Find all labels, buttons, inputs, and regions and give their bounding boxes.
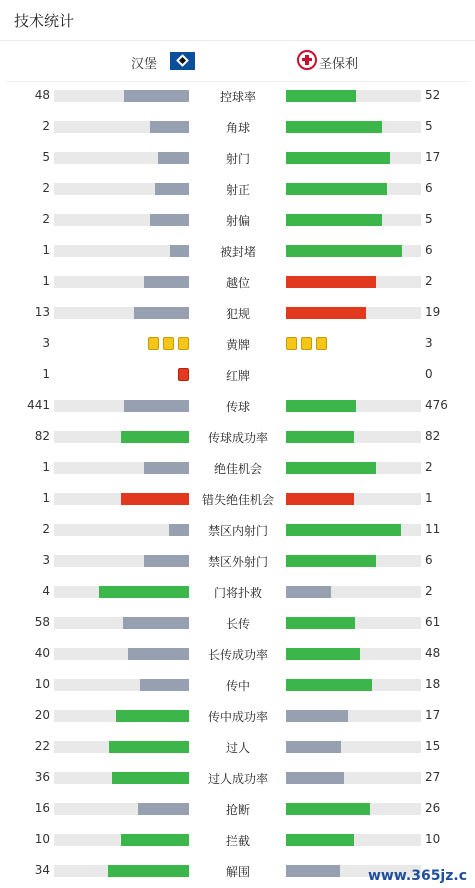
home-value: 16 xyxy=(34,801,50,815)
stat-row xyxy=(0,174,475,205)
home-bar-fill xyxy=(121,493,189,505)
home-value: 1 xyxy=(42,274,50,288)
stat-label: 长传成功率 xyxy=(207,648,268,662)
home-bar-fill xyxy=(138,803,189,815)
stat-label: 被封堵 xyxy=(219,245,256,259)
home-value: 40 xyxy=(34,646,50,660)
st-pauli-logo-icon[interactable] xyxy=(297,50,317,70)
away-bar-track xyxy=(286,772,421,784)
home-bar-fill xyxy=(124,90,189,102)
away-bar-track xyxy=(286,524,421,536)
away-bar-fill xyxy=(286,183,387,195)
home-bar-track xyxy=(54,493,189,505)
watermark: www.365jz.c xyxy=(367,868,467,884)
away-bar-track xyxy=(286,214,421,226)
home-bar-track xyxy=(54,617,189,629)
away-bar-track xyxy=(286,121,421,133)
home-bar-fill xyxy=(150,121,189,133)
away-bar-fill xyxy=(286,245,402,257)
stat-label: 传中成功率 xyxy=(207,710,268,724)
home-bar-track xyxy=(54,400,189,412)
home-bar-track xyxy=(54,772,189,784)
home-bar-fill xyxy=(124,400,189,412)
stat-row xyxy=(0,577,475,608)
stat-row xyxy=(0,298,475,329)
away-bar-track xyxy=(286,493,421,505)
away-bar-track xyxy=(286,741,421,753)
away-bar-track xyxy=(286,307,421,319)
away-value: 2 xyxy=(425,584,433,598)
away-value: 6 xyxy=(425,181,433,195)
away-value: 17 xyxy=(425,150,441,164)
away-value: 18 xyxy=(425,677,441,691)
away-value: 17 xyxy=(425,708,441,722)
home-bar-fill xyxy=(144,555,189,567)
home-bar-track xyxy=(54,555,189,567)
stat-label: 门将扑救 xyxy=(213,586,262,600)
away-bar-fill xyxy=(286,772,344,784)
away-value: 27 xyxy=(425,770,441,784)
home-value: 2 xyxy=(42,181,50,195)
away-bar-fill xyxy=(286,741,341,753)
away-bar-fill xyxy=(286,493,354,505)
stat-row xyxy=(0,639,475,670)
away-value: 0 xyxy=(425,367,433,381)
away-bar-track xyxy=(286,555,421,567)
home-bar-fill xyxy=(150,214,189,226)
stat-label: 射门 xyxy=(225,152,250,166)
stat-label: 禁区内射门 xyxy=(207,524,268,538)
away-bar-track xyxy=(286,400,421,412)
away-value: 15 xyxy=(425,739,441,753)
yellow-card-icon xyxy=(178,337,189,350)
yellow-card-icon xyxy=(148,337,159,350)
home-value: 2 xyxy=(42,212,50,226)
stat-row xyxy=(0,608,475,639)
home-value: 1 xyxy=(42,243,50,257)
stat-row xyxy=(0,143,475,174)
away-bar-track xyxy=(286,834,421,846)
home-bar-fill xyxy=(109,741,189,753)
stat-label: 犯规 xyxy=(225,307,250,321)
stat-row xyxy=(0,112,475,143)
home-value: 4 xyxy=(42,584,50,598)
away-value: 10 xyxy=(425,832,441,846)
away-bar-fill xyxy=(286,214,382,226)
yellow-card-icon xyxy=(286,337,297,350)
home-bar-fill xyxy=(121,834,189,846)
home-bar-track xyxy=(54,834,189,846)
away-bar-track xyxy=(286,183,421,195)
away-bar-fill xyxy=(286,462,376,474)
away-value: 82 xyxy=(425,429,441,443)
home-value: 58 xyxy=(34,615,50,629)
stat-label: 抢断 xyxy=(225,803,250,817)
away-value: 2 xyxy=(425,460,433,474)
stat-label: 红牌 xyxy=(225,369,250,383)
stat-row xyxy=(0,732,475,763)
stat-label: 传中 xyxy=(225,679,250,693)
stat-label: 拦截 xyxy=(225,834,250,848)
stat-label: 控球率 xyxy=(219,90,256,104)
stat-label: 射正 xyxy=(225,183,250,197)
away-value: 476 xyxy=(425,398,448,412)
home-value: 2 xyxy=(42,119,50,133)
away-bar-fill xyxy=(286,307,366,319)
home-bar-fill xyxy=(155,183,189,195)
away-value: 3 xyxy=(425,336,433,350)
stat-row xyxy=(0,391,475,422)
home-bar-fill xyxy=(144,462,189,474)
home-bar-fill xyxy=(158,152,189,164)
home-bar-track xyxy=(54,803,189,815)
home-value: 3 xyxy=(42,553,50,567)
home-bar-track xyxy=(54,121,189,133)
away-bar-track xyxy=(286,90,421,102)
away-value: 2 xyxy=(425,274,433,288)
away-bar-track xyxy=(286,586,421,598)
away-value: 26 xyxy=(425,801,441,815)
home-value: 20 xyxy=(34,708,50,722)
stat-row xyxy=(0,81,475,112)
home-bar-track xyxy=(54,245,189,257)
away-team-name[interactable]: 圣保利 xyxy=(319,57,359,72)
home-bar-track xyxy=(54,276,189,288)
stat-row xyxy=(0,515,475,546)
home-bar-fill xyxy=(116,710,189,722)
away-bar-fill xyxy=(286,400,356,412)
stat-label: 禁区外射门 xyxy=(207,555,268,569)
home-value: 82 xyxy=(34,429,50,443)
away-bar-track xyxy=(286,276,421,288)
home-value: 1 xyxy=(42,367,50,381)
home-value: 13 xyxy=(34,305,50,319)
away-bar-track xyxy=(286,710,421,722)
away-bar-fill xyxy=(286,865,340,877)
home-bar-fill xyxy=(121,431,189,443)
home-bar-track xyxy=(54,214,189,226)
home-bar-track xyxy=(54,307,189,319)
away-value: 11 xyxy=(425,522,441,536)
home-bar-track xyxy=(54,741,189,753)
away-value: 48 xyxy=(425,646,441,660)
away-bar-track xyxy=(286,462,421,474)
away-bar-fill xyxy=(286,834,354,846)
page-title: 技术统计 xyxy=(14,12,75,30)
stat-label: 越位 xyxy=(225,276,250,290)
away-bar-fill xyxy=(286,586,331,598)
away-bar-fill xyxy=(286,648,360,660)
hamburg-logo-icon[interactable] xyxy=(170,52,195,70)
stat-row xyxy=(0,825,475,856)
home-value: 34 xyxy=(34,863,50,877)
home-value: 441 xyxy=(27,398,50,412)
home-bar-fill xyxy=(128,648,189,660)
home-cards xyxy=(174,368,189,382)
stat-label: 传球 xyxy=(225,400,250,414)
yellow-card-icon xyxy=(316,337,327,350)
stat-label: 绝佳机会 xyxy=(213,462,262,476)
stat-row xyxy=(0,701,475,732)
stat-label: 传球成功率 xyxy=(207,431,268,445)
away-bar-fill xyxy=(286,617,355,629)
home-bar-track xyxy=(54,586,189,598)
home-bar-track xyxy=(54,524,189,536)
away-bar-fill xyxy=(286,276,376,288)
away-value: 5 xyxy=(425,212,433,226)
away-value: 1 xyxy=(425,491,433,505)
away-bar-track xyxy=(286,648,421,660)
away-bar-track xyxy=(286,803,421,815)
stat-label: 角球 xyxy=(225,121,250,135)
away-bar-track xyxy=(286,431,421,443)
red-card-icon xyxy=(178,368,189,381)
home-bar-track xyxy=(54,152,189,164)
stat-row xyxy=(0,329,475,360)
stat-row xyxy=(0,360,475,391)
home-bar-fill xyxy=(108,865,189,877)
away-bar-fill xyxy=(286,152,390,164)
away-value: 19 xyxy=(425,305,441,319)
away-bar-fill xyxy=(286,679,372,691)
away-value: 52 xyxy=(425,88,441,102)
home-bar-fill xyxy=(140,679,189,691)
home-bar-track xyxy=(54,679,189,691)
header xyxy=(0,0,475,41)
home-bar-track xyxy=(54,648,189,660)
home-value: 1 xyxy=(42,460,50,474)
home-value: 5 xyxy=(42,150,50,164)
home-bar-fill xyxy=(144,276,189,288)
away-bar-fill xyxy=(286,710,348,722)
stat-label: 过人 xyxy=(225,741,250,755)
away-value: 6 xyxy=(425,553,433,567)
stat-row xyxy=(0,453,475,484)
home-value: 22 xyxy=(34,739,50,753)
yellow-card-icon xyxy=(163,337,174,350)
away-bar-fill xyxy=(286,121,382,133)
teams-bar xyxy=(6,41,469,82)
home-bar-track xyxy=(54,710,189,722)
away-bar-track xyxy=(286,152,421,164)
home-bar-track xyxy=(54,431,189,443)
away-bar-fill xyxy=(286,524,401,536)
away-bar-fill xyxy=(286,555,376,567)
stat-row xyxy=(0,205,475,236)
stat-row xyxy=(0,794,475,825)
home-bar-fill xyxy=(170,245,189,257)
home-bar-track xyxy=(54,90,189,102)
stat-label: 解围 xyxy=(225,865,250,879)
home-bar-fill xyxy=(123,617,189,629)
yellow-card-icon xyxy=(301,337,312,350)
home-bar-fill xyxy=(169,524,189,536)
away-value: 6 xyxy=(425,243,433,257)
home-value: 10 xyxy=(34,677,50,691)
away-value: 61 xyxy=(425,615,441,629)
stat-label: 射偏 xyxy=(225,214,250,228)
stat-row xyxy=(0,670,475,701)
stat-row xyxy=(0,763,475,794)
stat-row xyxy=(0,422,475,453)
stat-row xyxy=(0,236,475,267)
home-value: 36 xyxy=(34,770,50,784)
away-bar-track xyxy=(286,679,421,691)
home-bar-fill xyxy=(99,586,189,598)
stat-label: 黄牌 xyxy=(225,338,250,352)
away-value: 5 xyxy=(425,119,433,133)
away-cards xyxy=(286,337,331,351)
home-bar-track xyxy=(54,865,189,877)
away-bar-track xyxy=(286,245,421,257)
home-team-name[interactable]: 汉堡 xyxy=(130,57,157,72)
stat-row xyxy=(0,484,475,515)
stat-row xyxy=(0,267,475,298)
home-value: 48 xyxy=(34,88,50,102)
home-bar-fill xyxy=(134,307,189,319)
stat-label: 错失绝佳机会 xyxy=(201,493,274,507)
away-bar-fill xyxy=(286,803,370,815)
stat-row xyxy=(0,546,475,577)
home-value: 2 xyxy=(42,522,50,536)
home-bar-fill xyxy=(112,772,189,784)
stat-label: 过人成功率 xyxy=(207,772,268,786)
home-value: 10 xyxy=(34,832,50,846)
away-bar-fill xyxy=(286,431,354,443)
home-bar-track xyxy=(54,183,189,195)
away-bar-track xyxy=(286,617,421,629)
home-cards xyxy=(144,337,189,351)
stat-label: 长传 xyxy=(225,617,250,631)
home-bar-track xyxy=(54,462,189,474)
away-bar-fill xyxy=(286,90,356,102)
home-value: 3 xyxy=(42,336,50,350)
home-value: 1 xyxy=(42,491,50,505)
